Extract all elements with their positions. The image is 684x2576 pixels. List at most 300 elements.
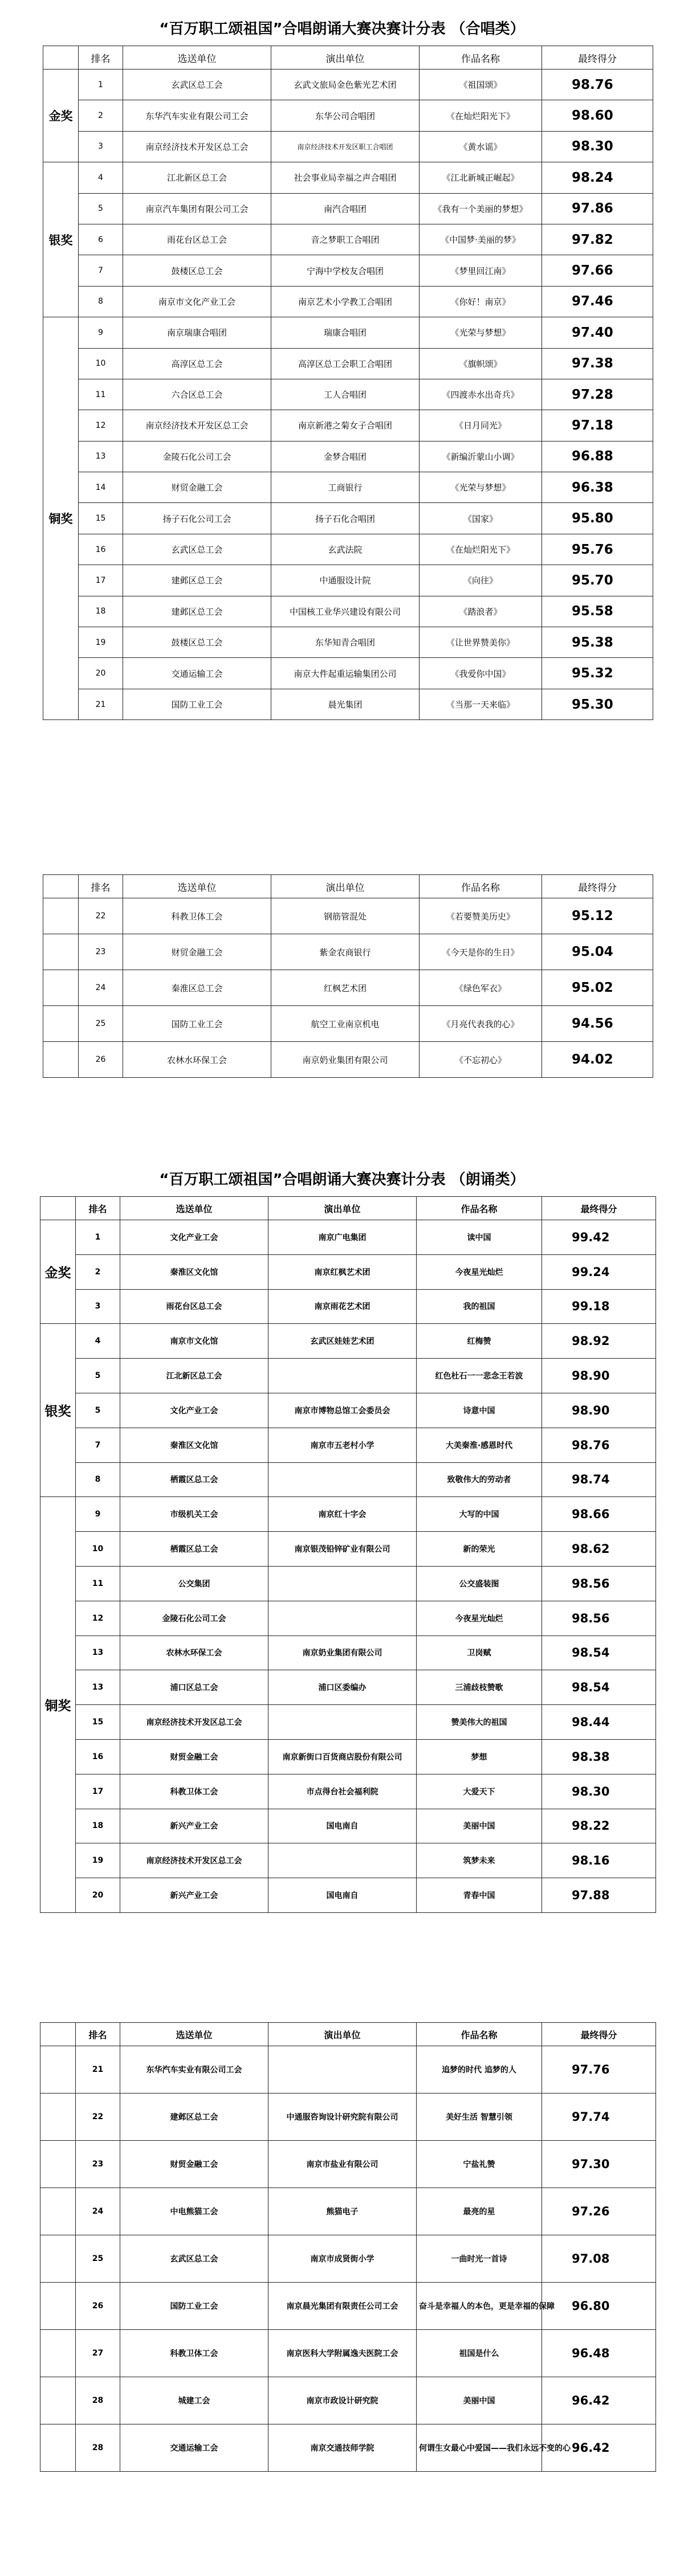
rank-cell: 17 (79, 565, 123, 596)
final-score-cell: 96.42 (542, 2424, 656, 2472)
performing-unit-cell: 玄武区娃娃艺术团 (268, 1324, 417, 1359)
final-score-cell: 98.92 (542, 1324, 656, 1359)
table-row (43, 627, 653, 658)
header-work-title: 作品名称 (420, 46, 542, 69)
table-row (40, 2046, 656, 2093)
work-title-cell: 致敬伟大的劳动者 (417, 1462, 542, 1497)
award-blank-cell (40, 2235, 76, 2283)
performing-unit-cell: 中国核工业华兴建设有限公司 (271, 596, 420, 627)
final-score-cell: 98.74 (542, 1462, 656, 1497)
performing-unit-cell: 南京晨光集团有限责任公司工会 (268, 2283, 417, 2330)
rank-cell: 28 (76, 2377, 120, 2424)
table-row (40, 1705, 656, 1740)
rank-cell: 28 (76, 2424, 120, 2472)
performing-unit-cell: 南京医科大学附属逸夫医院工会 (268, 2330, 417, 2377)
submitting-unit-cell: 财贸金融工会 (120, 1739, 268, 1774)
table-row (40, 1254, 656, 1289)
final-score-cell: 95.70 (542, 565, 653, 596)
header-work-title: 作品名称 (420, 875, 542, 898)
work-title-cell: 《若要赞美历史》 (420, 898, 542, 934)
table-row (40, 2330, 656, 2377)
submitting-unit-cell: 浦口区总工会 (120, 1670, 268, 1705)
performing-unit-cell: 航空工业南京机电 (271, 1006, 420, 1042)
table-row (43, 69, 653, 100)
submitting-unit-cell: 鼓楼区总工会 (123, 627, 271, 658)
performing-unit-cell: 钢筋管混处 (271, 898, 420, 934)
work-title-cell: 《四渡赤水出奇兵》 (420, 379, 542, 410)
submitting-unit-cell: 扬子石化公司工会 (123, 503, 271, 534)
final-score-cell: 98.56 (542, 1566, 656, 1601)
rank-cell: 21 (76, 2046, 120, 2093)
table-row (40, 1739, 656, 1774)
submitting-unit-cell: 新兴产业工会 (120, 1809, 268, 1843)
performing-unit-cell: 南京雨花艺术团 (268, 1289, 417, 1324)
submitting-unit-cell: 玄武区总工会 (120, 2235, 268, 2283)
table-row (43, 348, 653, 379)
final-score-cell: 97.28 (542, 379, 653, 410)
header-submitting-unit: 选送单位 (123, 875, 271, 898)
header-performing-unit: 演出单位 (271, 875, 420, 898)
final-score-cell: 96.48 (542, 2330, 656, 2377)
header-final-score: 最终得分 (542, 2023, 656, 2046)
work-title-cell: 青春中国 (417, 1878, 542, 1913)
rank-cell: 12 (76, 1601, 120, 1635)
rank-cell: 5 (79, 193, 123, 224)
rank-cell: 19 (76, 1843, 120, 1878)
work-title-cell: 何谓生女最心中爱国——我们永远不变的心 (417, 2424, 542, 2472)
final-score-cell: 99.24 (542, 1254, 656, 1289)
work-title-cell: 读中国 (417, 1220, 542, 1255)
work-title-cell: 三浦歧枝赞歌 (417, 1670, 542, 1705)
table-row (43, 286, 653, 317)
submitting-unit-cell: 南京经济技术开发区总工会 (120, 1843, 268, 1878)
work-title-cell: 大写的中国 (417, 1497, 542, 1532)
work-title-cell: 《向往》 (420, 565, 542, 596)
performing-unit-cell: 玄武文旅局金色紫光艺术团 (271, 69, 420, 100)
work-title-cell: 红梅赞 (417, 1324, 542, 1359)
work-title-cell: 今夜星光灿烂 (417, 1601, 542, 1635)
submitting-unit-cell: 鼓楼区总工会 (123, 255, 271, 286)
work-title-cell: 《光荣与梦想》 (420, 472, 542, 503)
table-row (43, 934, 653, 970)
rank-cell: 24 (76, 2188, 120, 2235)
final-score-cell: 97.18 (542, 410, 653, 441)
submitting-unit-cell: 市级机关工会 (120, 1497, 268, 1532)
table-row (40, 2141, 656, 2188)
submitting-unit-cell: 玄武区总工会 (123, 534, 271, 565)
performing-unit-cell: 南京市博物总馆工会委员会 (268, 1393, 417, 1428)
rank-cell: 1 (76, 1220, 120, 1255)
submitting-unit-cell: 高淳区总工会 (123, 348, 271, 379)
rank-cell: 14 (79, 472, 123, 503)
work-title-cell: 今夜星光灿烂 (417, 1254, 542, 1289)
award-blank-cell (40, 2093, 76, 2141)
work-title-cell: 最亮的星 (417, 2188, 542, 2235)
header-final-score: 最终得分 (542, 46, 653, 69)
rank-cell: 23 (79, 934, 123, 970)
table-row (40, 2188, 656, 2235)
performing-unit-cell: 工商银行 (271, 472, 420, 503)
submitting-unit-cell: 东华汽车实业有限公司工会 (123, 100, 271, 131)
rank-cell: 20 (76, 1878, 120, 1913)
table-row (40, 2377, 656, 2424)
final-score-cell: 95.58 (542, 596, 653, 627)
performing-unit-cell: 市点得台社会福利院 (268, 1774, 417, 1809)
submitting-unit-cell: 文化产业工会 (120, 1393, 268, 1428)
rank-cell: 24 (79, 970, 123, 1006)
rank-cell: 5 (76, 1359, 120, 1393)
award-blank-cell (40, 2377, 76, 2424)
work-title-cell: 《黄水谣》 (420, 131, 542, 162)
table-row (40, 1393, 656, 1428)
final-score-cell: 97.88 (542, 1878, 656, 1913)
final-score-cell: 97.38 (542, 348, 653, 379)
performing-unit-cell: 南京新街口百货商店股份有限公司 (268, 1739, 417, 1774)
table-row (43, 317, 653, 348)
submitting-unit-cell: 南京汽车集团有限公司工会 (123, 193, 271, 224)
table-row (43, 596, 653, 627)
header-performing-unit: 演出单位 (268, 1197, 417, 1220)
table-row (43, 898, 653, 934)
submitting-unit-cell: 金陵石化公司工会 (123, 441, 271, 472)
final-score-cell: 98.30 (542, 131, 653, 162)
rank-cell: 26 (79, 1042, 123, 1078)
submitting-unit-cell: 公交集团 (120, 1566, 268, 1601)
rank-cell: 3 (76, 1289, 120, 1324)
submitting-unit-cell: 南京经济技术开发区总工会 (123, 410, 271, 441)
table-row (40, 1670, 656, 1705)
award-blank-cell (40, 2330, 76, 2377)
award-blank-cell (40, 2046, 76, 2093)
final-score-cell: 99.42 (542, 1220, 656, 1255)
performing-unit-cell: 南汽合唱团 (271, 193, 420, 224)
submitting-unit-cell: 新兴产业工会 (120, 1878, 268, 1913)
performing-unit-cell: 工人合唱团 (271, 379, 420, 410)
rank-cell: 10 (76, 1532, 120, 1567)
performing-unit-cell: 瑞康合唱团 (271, 317, 420, 348)
submitting-unit-cell: 栖霞区总工会 (120, 1532, 268, 1567)
rank-cell: 22 (76, 2093, 120, 2141)
rank-cell: 27 (76, 2330, 120, 2377)
table-row (40, 1601, 656, 1635)
work-title-cell: 《让世界赞美你》 (420, 627, 542, 658)
final-score-cell: 98.16 (542, 1843, 656, 1878)
rank-cell: 13 (76, 1670, 120, 1705)
final-score-cell: 98.24 (542, 162, 653, 193)
final-score-cell: 97.76 (542, 2046, 656, 2093)
final-score-cell: 96.88 (542, 441, 653, 472)
rank-cell: 9 (76, 1497, 120, 1532)
final-score-cell: 97.82 (542, 224, 653, 255)
table-row (40, 1220, 656, 1255)
final-score-cell: 98.66 (542, 1497, 656, 1532)
submitting-unit-cell: 交通运输工会 (123, 658, 271, 689)
work-title-cell: 诗意中国 (417, 1393, 542, 1428)
submitting-unit-cell: 财贸金融工会 (123, 472, 271, 503)
final-score-cell: 98.54 (542, 1635, 656, 1670)
performing-unit-cell: 南京交通技师学院 (268, 2424, 417, 2472)
final-score-cell: 97.26 (542, 2188, 656, 2235)
performing-unit-cell: 南京市政设计研究院 (268, 2377, 417, 2424)
performing-unit-cell: 金梦合唱团 (271, 441, 420, 472)
submitting-unit-cell: 江北新区总工会 (123, 162, 271, 193)
performing-unit-cell: 南京市五老村小学 (268, 1428, 417, 1462)
performing-unit-cell (268, 1705, 417, 1740)
final-score-cell: 97.66 (542, 255, 653, 286)
table-row (40, 1359, 656, 1393)
performing-unit-cell: 南京新港之菊女子合唱团 (271, 410, 420, 441)
performing-unit-cell: 中通服设计院 (271, 565, 420, 596)
performing-unit-cell: 扬子石化合唱团 (271, 503, 420, 534)
final-score-cell: 95.12 (542, 898, 653, 934)
final-score-cell: 98.22 (542, 1809, 656, 1843)
rank-cell: 4 (79, 162, 123, 193)
rank-cell: 5 (76, 1393, 120, 1428)
award-level-cell: 银奖 (43, 162, 79, 317)
recital-score-table (40, 1196, 656, 1913)
performing-unit-cell: 国电南自 (268, 1878, 417, 1913)
performing-unit-cell: 紫金农商银行 (271, 934, 420, 970)
final-score-cell: 98.90 (542, 1393, 656, 1428)
award-blank-cell (43, 898, 79, 934)
rank-cell: 26 (76, 2283, 120, 2330)
header-performing-unit: 演出单位 (268, 2023, 417, 2046)
table-row (40, 1878, 656, 1913)
final-score-cell: 98.30 (542, 1774, 656, 1809)
table-row (43, 100, 653, 131)
work-title-cell: 《绿色军衣》 (420, 970, 542, 1006)
rank-cell: 2 (76, 1254, 120, 1289)
award-level-cell: 铜奖 (40, 1497, 76, 1913)
rank-cell: 10 (79, 348, 123, 379)
header-submitting-unit: 选送单位 (120, 1197, 268, 1220)
table-row (43, 162, 653, 193)
table-row (40, 2424, 656, 2472)
table-row (43, 410, 653, 441)
table-row (40, 1289, 656, 1324)
rank-cell: 16 (76, 1739, 120, 1774)
final-score-cell: 97.30 (542, 2141, 656, 2188)
submitting-unit-cell: 栖霞区总工会 (120, 1462, 268, 1497)
rank-cell: 13 (79, 441, 123, 472)
header-final-score: 最终得分 (542, 1197, 656, 1220)
table-row (43, 193, 653, 224)
performing-unit-cell: 东华公司合唱团 (271, 100, 420, 131)
header-work-title: 作品名称 (417, 1197, 542, 1220)
header-submitting-unit: 选送单位 (123, 46, 271, 69)
performing-unit-cell: 中通服咨询设计研究院有限公司 (268, 2093, 417, 2141)
performing-unit-cell: 南京艺术小学教工合唱团 (271, 286, 420, 317)
final-score-cell: 97.74 (542, 2093, 656, 2141)
table-row (40, 1774, 656, 1809)
submitting-unit-cell: 秦淮区文化馆 (120, 1254, 268, 1289)
work-title-cell: 《祖国颂》 (420, 69, 542, 100)
submitting-unit-cell: 农林水环保工会 (123, 1042, 271, 1078)
final-score-cell: 97.46 (542, 286, 653, 317)
table-row (43, 534, 653, 565)
header-work-title: 作品名称 (417, 2023, 542, 2046)
performing-unit-cell: 南京奶业集团有限公司 (271, 1042, 420, 1078)
work-title-cell: 一曲时光一首诗 (417, 2235, 542, 2283)
table-row (40, 1428, 656, 1462)
header-rank: 排名 (79, 875, 123, 898)
final-score-cell: 95.04 (542, 934, 653, 970)
submitting-unit-cell: 建邺区总工会 (123, 596, 271, 627)
final-score-cell: 98.60 (542, 100, 653, 131)
rank-cell: 23 (76, 2141, 120, 2188)
final-score-cell: 98.54 (542, 1670, 656, 1705)
submitting-unit-cell: 建邺区总工会 (120, 2093, 268, 2141)
rank-cell: 2 (79, 100, 123, 131)
award-blank-cell (40, 2283, 76, 2330)
table-row (40, 1809, 656, 1843)
work-title-cell: 梦想 (417, 1739, 542, 1774)
rank-cell: 21 (79, 689, 123, 719)
table-row (40, 2093, 656, 2141)
work-title-cell: 我的祖国 (417, 1289, 542, 1324)
performing-unit-cell: 熊猫电子 (268, 2188, 417, 2235)
work-title-cell: 祖国是什么 (417, 2330, 542, 2377)
award-blank-cell (40, 2141, 76, 2188)
work-title-cell: 美丽中国 (417, 2377, 542, 2424)
rank-cell: 12 (79, 410, 123, 441)
table-row (43, 565, 653, 596)
performing-unit-cell: 南京奶业集团有限公司 (268, 1635, 417, 1670)
final-score-cell: 97.86 (542, 193, 653, 224)
work-title-cell: 公交盛装图 (417, 1566, 542, 1601)
rank-cell: 19 (79, 627, 123, 658)
work-title-cell: 新的荣光 (417, 1532, 542, 1567)
table-row (43, 1006, 653, 1042)
submitting-unit-cell: 南京经济技术开发区总工会 (123, 131, 271, 162)
submitting-unit-cell: 秦淮区总工会 (123, 970, 271, 1006)
performing-unit-cell: 南京经济技术开发区职工合唱团 (271, 131, 420, 162)
table-row (40, 1324, 656, 1359)
performing-unit-cell: 南京广电集团 (268, 1220, 417, 1255)
rank-cell: 17 (76, 1774, 120, 1809)
submitting-unit-cell: 江北新区总工会 (120, 1359, 268, 1393)
final-score-cell: 95.38 (542, 627, 653, 658)
final-score-cell: 98.38 (542, 1739, 656, 1774)
rank-cell: 15 (79, 503, 123, 534)
award-blank-cell (43, 1006, 79, 1042)
table-row (43, 658, 653, 689)
submitting-unit-cell: 财贸金融工会 (120, 2141, 268, 2188)
submitting-unit-cell: 国防工业工会 (120, 2283, 268, 2330)
work-title-cell: 红色杜石一一悲念王若波 (417, 1359, 542, 1393)
rank-cell: 11 (76, 1566, 120, 1601)
performing-unit-cell (268, 1566, 417, 1601)
work-title-cell: 《中国梦·美丽的梦》 (420, 224, 542, 255)
table-row (43, 224, 653, 255)
rank-cell: 3 (79, 131, 123, 162)
performing-unit-cell: 南京市盐业有限公司 (268, 2141, 417, 2188)
work-title-cell: 《旗帜颂》 (420, 348, 542, 379)
rank-cell: 18 (76, 1809, 120, 1843)
award-level-cell: 金奖 (43, 69, 79, 162)
work-title-cell: 《梦里回江南》 (420, 255, 542, 286)
rank-cell: 8 (79, 286, 123, 317)
performing-unit-cell: 玄武法院 (271, 534, 420, 565)
performing-unit-cell: 南京市成贤街小学 (268, 2235, 417, 2283)
award-blank-cell (43, 934, 79, 970)
table-row (43, 441, 653, 472)
submitting-unit-cell: 东华汽车实业有限公司工会 (120, 2046, 268, 2093)
rank-cell: 16 (79, 534, 123, 565)
award-blank-cell (40, 2424, 76, 2472)
performing-unit-cell: 晨光集团 (271, 689, 420, 719)
performing-unit-cell: 东华知青合唱团 (271, 627, 420, 658)
final-score-cell: 97.08 (542, 2235, 656, 2283)
header-row (43, 46, 653, 69)
table-row (40, 1462, 656, 1497)
work-title-cell: 宁盐礼赞 (417, 2141, 542, 2188)
table-row (43, 970, 653, 1006)
work-title-cell: 《光荣与梦想》 (420, 317, 542, 348)
table-row (40, 1843, 656, 1878)
work-title-cell: 大爱天下 (417, 1774, 542, 1809)
performing-unit-cell (268, 1601, 417, 1635)
submitting-unit-cell: 国防工业工会 (123, 689, 271, 719)
header-row (40, 2023, 656, 2046)
rank-cell: 4 (76, 1324, 120, 1359)
submitting-unit-cell: 秦淮区文化馆 (120, 1428, 268, 1462)
work-title-cell: 奋斗是幸福人的本色，更是幸福的保障 (417, 2283, 542, 2330)
choir-table-title: “百万职工颂祖国”合唱朗诵大赛决赛计分表 （合唱类） (159, 21, 525, 38)
submitting-unit-cell: 南京经济技术开发区总工会 (120, 1705, 268, 1740)
work-title-cell: 《江北新城正崛起》 (420, 162, 542, 193)
final-score-cell: 98.76 (542, 1428, 656, 1462)
submitting-unit-cell: 南京市文化产业工会 (123, 286, 271, 317)
table-row (43, 1042, 653, 1078)
header-performing-unit: 演出单位 (271, 46, 420, 69)
performing-unit-cell (268, 1359, 417, 1393)
submitting-unit-cell: 玄武区总工会 (123, 69, 271, 100)
table-row (40, 1635, 656, 1670)
performing-unit-cell: 社会事业局幸福之声合唱团 (271, 162, 420, 193)
submitting-unit-cell: 六合区总工会 (123, 379, 271, 410)
rank-cell: 8 (76, 1462, 120, 1497)
performing-unit-cell: 高淳区总工会职工合唱团 (271, 348, 420, 379)
choir-extra-table (43, 874, 653, 1078)
header-row (40, 1197, 656, 1220)
rank-cell: 7 (79, 255, 123, 286)
submitting-unit-cell: 金陵石化公司工会 (120, 1601, 268, 1635)
submitting-unit-cell: 财贸金融工会 (123, 934, 271, 970)
performing-unit-cell: 国电南自 (268, 1809, 417, 1843)
work-title-cell: 美好生活 智慧引领 (417, 2093, 542, 2141)
award-blank-cell (40, 2188, 76, 2235)
table-row (40, 2283, 656, 2330)
final-score-cell: 95.80 (542, 503, 653, 534)
final-score-cell: 98.56 (542, 1601, 656, 1635)
award-blank-cell (43, 970, 79, 1006)
performing-unit-cell: 南京红十字会 (268, 1497, 417, 1532)
final-score-cell: 95.32 (542, 658, 653, 689)
submitting-unit-cell: 雨花台区总工会 (123, 224, 271, 255)
performing-unit-cell: 红枫艺术团 (271, 970, 420, 1006)
header-rank: 排名 (76, 1197, 120, 1220)
final-score-cell: 97.40 (542, 317, 653, 348)
submitting-unit-cell: 文化产业工会 (120, 1220, 268, 1255)
final-score-cell: 95.02 (542, 970, 653, 1006)
final-score-cell: 95.30 (542, 689, 653, 719)
work-title-cell: 筑梦未来 (417, 1843, 542, 1878)
work-title-cell: 《日月同光》 (420, 410, 542, 441)
work-title-cell: 《国家》 (420, 503, 542, 534)
table-row (40, 1532, 656, 1567)
table-row (40, 2235, 656, 2283)
